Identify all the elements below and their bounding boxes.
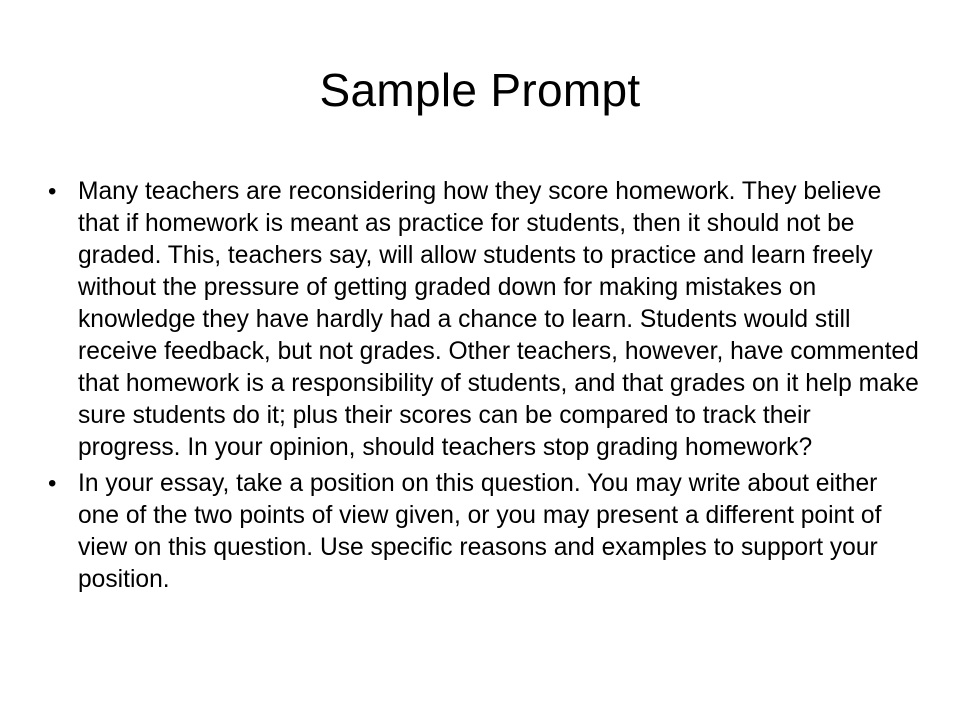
bullet-icon: • bbox=[48, 470, 57, 497]
bullet-icon: • bbox=[48, 178, 57, 205]
bullet-text: Many teachers are reconsidering how they score homework. They believe that if homework is meant as practice for students, then it should not be graded. This, teachers say, will allow students to practice and learn freely without the pressure of getting graded down for making mistakes on knowledge they have hardly had a chance to learn. Students would still receive feedback, but not grades. Other teachers, however, have commented that homework is a responsibility of students, and that grades on it help make sure students do it; plus their scores can be compared to track their progress. In your opinion, should teachers stop grading homework? bbox=[78, 178, 919, 461]
bullet-list bbox=[48, 176, 920, 596]
slide-title: Sample Prompt bbox=[319, 64, 641, 116]
bullet-item-homework-scoring bbox=[48, 176, 920, 464]
bullet-item-essay-instructions bbox=[48, 468, 920, 596]
bullet-text: In your essay, take a position on this question. You may write about either one of the two points of view given, or you may present a different point of view on this question. Use specific reasons and examples to support your position. bbox=[78, 470, 882, 593]
